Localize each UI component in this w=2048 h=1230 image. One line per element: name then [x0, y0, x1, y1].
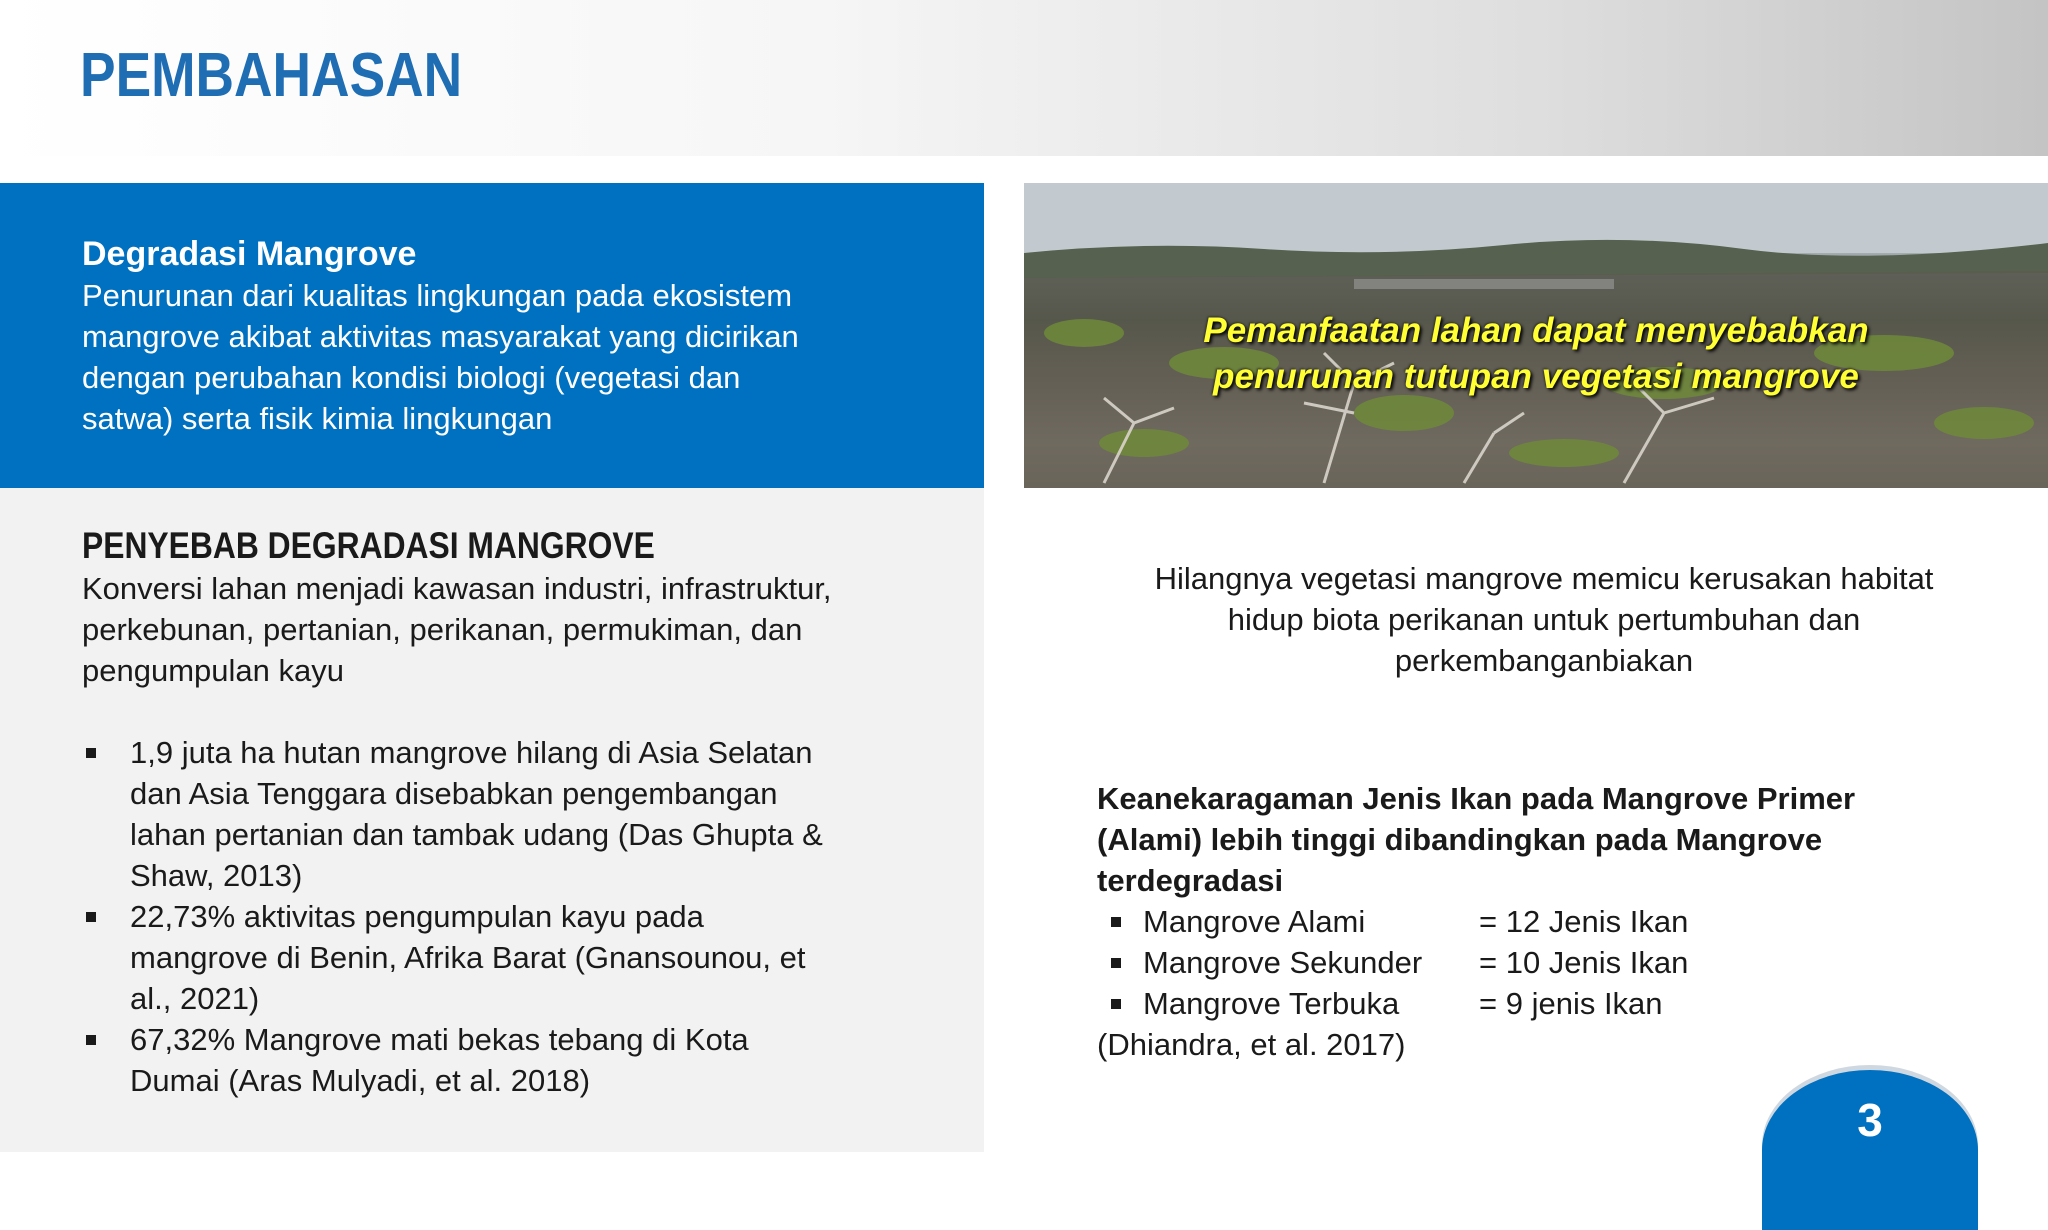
definition-heading: Degradasi Mangrove — [82, 235, 417, 273]
impact-line: perkembanganbiakan — [1394, 643, 1694, 678]
bullet-line: Dumai (Aras Mulyadi, et al. 2018) — [130, 1063, 591, 1098]
bullet-line: 67,32% Mangrove mati bekas tebang di Kota — [130, 1022, 749, 1057]
impact-line: hidup biota perikanan untuk pertumbuhan dan — [1227, 602, 1861, 637]
causes-heading: PENYEBAB DEGRADASI MANGROVE — [82, 525, 655, 566]
fish-row — [1097, 942, 1997, 983]
fish-row-value: = 9 jenis Ikan — [1479, 986, 1663, 1021]
causes-intro-line: Konversi lahan menjadi kawasan industri, infrastruktur, — [82, 571, 832, 606]
causes-bullet — [82, 1019, 902, 1101]
bullet-line: 22,73% aktivitas pengumpulan kayu pada — [130, 899, 704, 934]
causes-intro-line: pengumpulan kayu — [82, 653, 344, 688]
bullet-square-icon — [1111, 917, 1121, 927]
photo-caption-line: Pemanfaatan lahan dapat menyebabkan — [1203, 311, 1869, 350]
bullet-line: mangrove di Benin, Afrika Barat (Gnansounou, et — [130, 940, 806, 975]
causes-intro — [82, 568, 902, 691]
definition-text — [82, 275, 902, 439]
fish-row-name: Mangrove Alami — [1143, 904, 1366, 939]
bullet-line: Shaw, 2013) — [130, 858, 303, 893]
bullet-line: al., 2021) — [130, 981, 260, 1016]
fish-row — [1097, 901, 1997, 942]
impact-line: Hilangnya vegetasi mangrove memicu kerusakan habitat — [1154, 561, 1934, 596]
fish-row-name: Mangrove Terbuka — [1143, 986, 1400, 1021]
bullet-line: lahan pertanian dan tambak udang (Das Ghupta & — [130, 817, 823, 852]
causes-bullet-list — [82, 732, 902, 1101]
fish-row-name: Mangrove Sekunder — [1143, 945, 1423, 980]
photo-caption — [1024, 308, 2048, 400]
definition-line: Penurunan dari kualitas lingkungan pada ekosistem — [82, 278, 793, 313]
slide-title: PEMBAHASAN — [80, 41, 463, 110]
bullet-line: 1,9 juta ha hutan mangrove hilang di Asia Selatan — [130, 735, 813, 770]
slide-header — [0, 0, 2048, 156]
bullet-square-icon — [1111, 958, 1121, 968]
fish-heading-line: terdegradasi — [1097, 863, 1284, 898]
bullet-line: dan Asia Tenggara disebabkan pengembangan — [130, 776, 778, 811]
causes-bullet — [82, 896, 902, 1019]
fish-diversity-section — [1097, 778, 1997, 1065]
definition-line: satwa) serta fisik kimia lingkungan — [82, 401, 553, 436]
photo-caption-line: penurunan tutupan vegetasi mangrove — [1213, 357, 1859, 396]
fish-source: (Dhiandra, et al. 2017) — [1097, 1027, 1406, 1062]
definition-line: mangrove akibat aktivitas masyarakat yang dicirikan — [82, 319, 799, 354]
causes-intro-line: perkebunan, pertanian, perikanan, permukiman, dan — [82, 612, 803, 647]
fish-row — [1097, 983, 1997, 1024]
bullet-square-icon — [1111, 999, 1121, 1009]
fish-row-value: = 10 Jenis Ikan — [1479, 945, 1689, 980]
fish-heading-line: Keanekaragaman Jenis Ikan pada Mangrove Primer — [1097, 781, 1856, 816]
page-number: 3 — [1857, 1094, 1883, 1146]
causes-panel — [0, 488, 984, 1152]
impact-text — [1064, 558, 2024, 681]
mangrove-degradation-photo — [1024, 183, 2048, 488]
causes-bullet — [82, 732, 902, 896]
fish-row-value: = 12 Jenis Ikan — [1479, 904, 1689, 939]
definition-panel — [0, 183, 984, 488]
fish-heading-line: (Alami) lebih tinggi dibandingkan pada Mangrove — [1097, 822, 1823, 857]
definition-line: dengan perubahan kondisi biologi (vegetasi dan — [82, 360, 741, 395]
fish-heading — [1097, 778, 1997, 901]
